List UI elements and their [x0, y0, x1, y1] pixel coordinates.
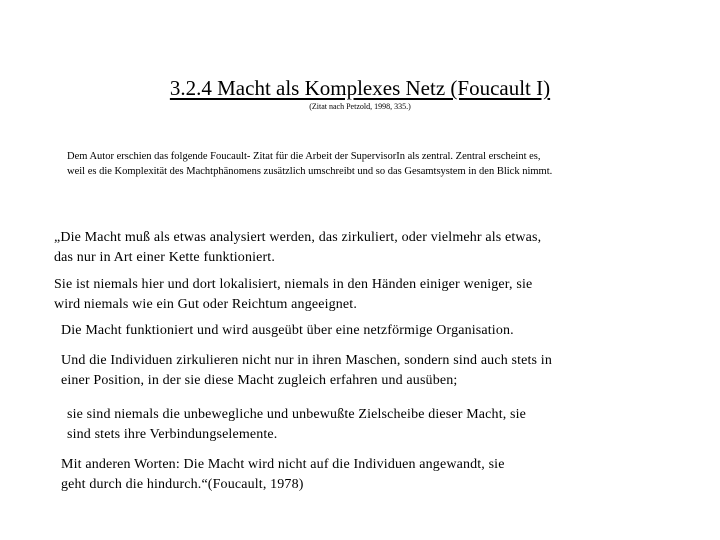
quote-line: sie sind niemals die unbewegliche und unbewußte Zielscheibe dieser Macht, sie [67, 407, 527, 422]
quote-line: sind stets ihre Verbindungselemente. [67, 427, 278, 442]
quote-paragraph [61, 455, 661, 495]
quote-line: Sie ist niemals hier und dort lokalisiert, niemals in den Händen einiger weniger, sie [54, 277, 533, 292]
quote-line: einer Position, in der sie diese Macht zugleich erfahren und ausüben; [61, 373, 458, 388]
intro-text [67, 149, 647, 179]
intro-line: weil es die Komplexität des Machtphänomens zusätzlich umschreibt und so das Gesamtsystem in den Blick nimmt. [67, 166, 553, 177]
quote-paragraph [61, 351, 661, 391]
quote-paragraph [54, 275, 654, 315]
intro-line: Dem Autor erschien das folgende Foucault- Zitat für die Arbeit der SupervisorIn als zentral. Zentral erscheint es, [67, 151, 541, 162]
quote-paragraph [67, 405, 657, 445]
quote-line: Die Macht funktioniert und wird ausgeübt über eine netzförmige Organisation. [61, 323, 514, 338]
quote-line: wird niemals wie ein Gut oder Reichtum angeeignet. [54, 297, 357, 312]
quote-paragraph [54, 228, 654, 268]
quote-line: geht durch die hindurch.“(Foucault, 1978) [61, 477, 304, 492]
citation-note: (Zitat nach Petzold, 1998, 335.) [309, 102, 411, 111]
quote-line: Und die Individuen zirkulieren nicht nur in ihren Maschen, sondern sind auch stets in [61, 353, 552, 368]
quote-line: „Die Macht muß als etwas analysiert werden, das zirkuliert, oder vielmehr als etwas, [54, 230, 542, 245]
slide-title: 3.2.4 Macht als Komplexes Netz (Foucault I) [169, 76, 551, 100]
quote-line: Mit anderen Worten: Die Macht wird nicht auf die Individuen angewandt, sie [61, 457, 505, 472]
quote-line: das nur in Art einer Kette funktioniert. [54, 250, 275, 265]
quote-paragraph [61, 321, 661, 341]
